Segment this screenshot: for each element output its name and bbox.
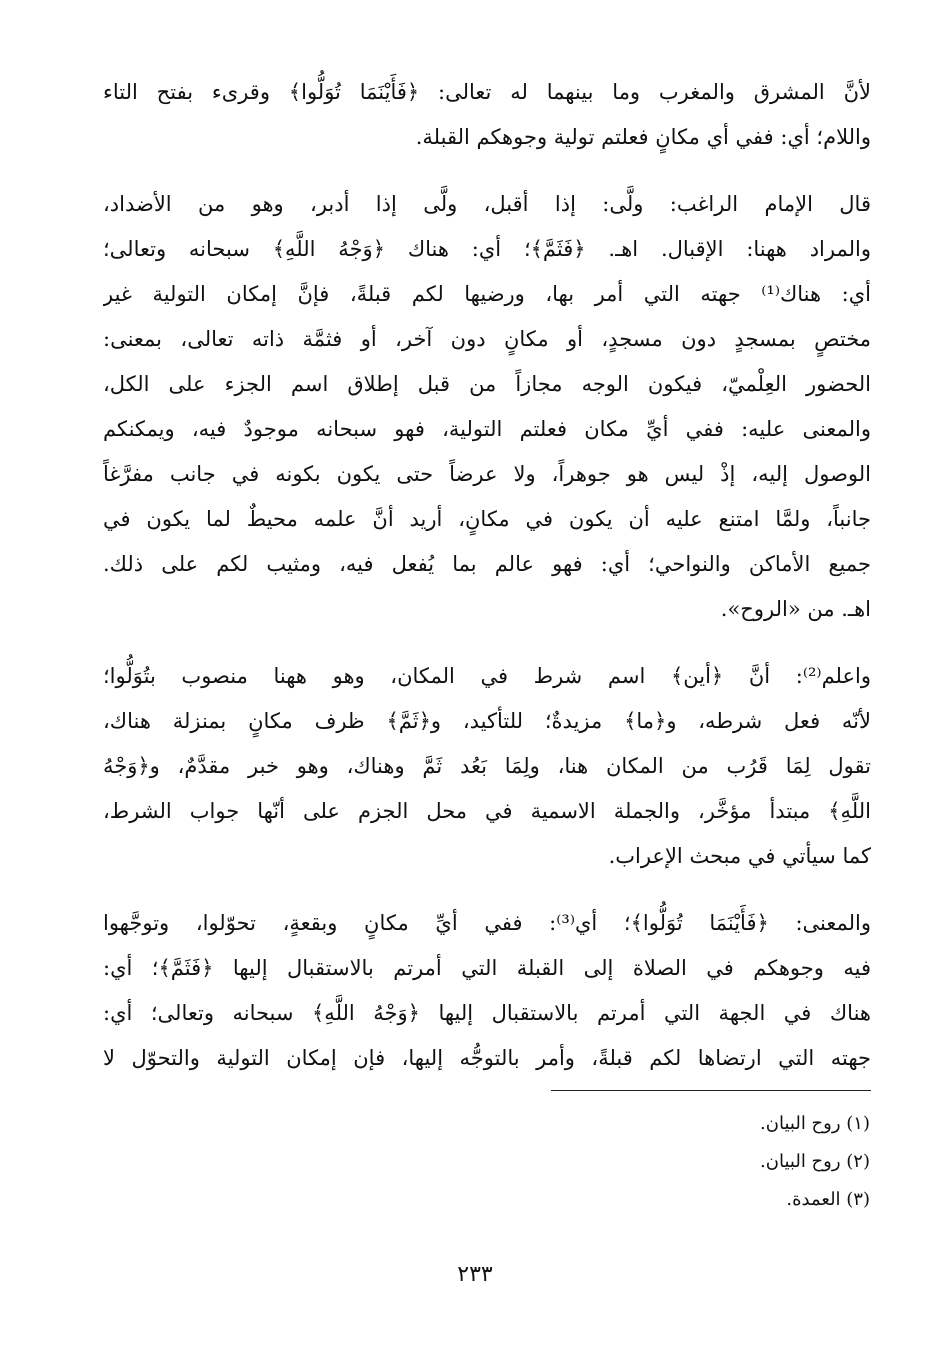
text-line: جميع الأماكن والنواحي؛ أي: فهو عالم بما يُفعل فيه، ومثيب لكم على ذلك. <box>103 552 871 576</box>
text-line: مختصٍ بمسجدٍ دون مسجدٍ، أو مكانٍ دون آخر، أو فثمَّة ذاته تعالى، بمعنى: <box>103 327 871 351</box>
text-line: فيه وجوهكم في الصلاة إلى القبلة التي أمرتم بالاستقبال إليها ﴿فَثَمَّ﴾؛ أي: <box>103 956 871 980</box>
text-line: واللام؛ أي: ففي أي مكانٍ فعلتم تولية وجوهكم القبلة. <box>415 125 871 149</box>
text-line: أي: هناك⁽¹⁾ جهته التي أمر بها، ورضيها لكم قبلةً، فإنَّ إمكان التولية غير <box>103 282 871 306</box>
text-line: لأنَّ المشرق والمغرب وما بينهما له تعالى: ﴿فَأَيْنَمَا تُوَلُّوا﴾ وقرىء بفتح التاء <box>103 80 871 104</box>
paragraph-2 <box>103 182 871 632</box>
text-line: اللَّهِ﴾ مبتدأ مؤخَّر، والجملة الاسمية في محل الجزم على أنّها جواب الشرط، <box>103 799 871 823</box>
text-line: جانباً، ولمَّا امتنع عليه أن يكون في مكانٍ، أريد أنَّ علمه محيطٌ لما يكون في <box>103 507 871 531</box>
text-line: اهـ. من «الروح». <box>720 597 871 621</box>
paragraph-3 <box>103 654 871 879</box>
text-line: قال الإمام الراغب: ولَّى: إذا أقبل، ولَّى إذا أدبر، وهو من الأضداد، <box>103 192 871 216</box>
text-line: هناك في الجهة التي أمرتم بالاستقبال إليها ﴿وَجْهُ اللَّهِ﴾ سبحانه وتعالى؛ أي: <box>103 1001 871 1025</box>
text-line: والمعنى: ﴿فَأَيْنَمَا تُوَلُّوا﴾؛ أي⁽³⁾: ففي أيِّ مكانٍ وبقعةٍ، تحوّلوا، وتوجَّهوا <box>103 911 871 935</box>
text-line: كما سيأتي في مبحث الإعراب. <box>608 844 871 868</box>
text-line: والمراد ههنا: الإقبال. اهـ. ﴿فَثَمَّ﴾؛ أي: هناك ﴿وَجْهُ اللَّهِ﴾ سبحانه وتعالى؛ <box>103 237 871 261</box>
text-line: تقول لِمَا قَرُب من المكان هنا، ولِمَا بَعُد ثَمَّ وهناك، وهو خبر مقدَّمٌ، و﴿وَجْهُ <box>103 754 871 778</box>
footnote-item: (٢) روح البيان. <box>760 1151 870 1172</box>
text-line: واعلم⁽²⁾: أنَّ ﴿أين﴾ اسم شرط في المكان، وهو ههنا منصوب بتُوَلُّوا؛ <box>103 664 871 688</box>
footnote-divider <box>551 1090 871 1091</box>
text-line: جهته التي ارتضاها لكم قبلةً، وأمر بالتوجُّه إليها، فإن إمكان التولية والتحوّل لا <box>103 1046 871 1070</box>
paragraph-4 <box>103 901 871 1081</box>
footnotes <box>560 1105 870 1219</box>
main-text <box>103 70 871 1103</box>
paragraph-1 <box>103 70 871 160</box>
footnote-item: (١) روح البيان. <box>760 1113 870 1134</box>
footnote-item: (٣) العمدة. <box>786 1189 870 1210</box>
text-line: الوصول إليه، إذْ ليس هو جوهراً، ولا عرضاً حتى يكون بكونه في جانب مفرَّغاً <box>103 462 871 486</box>
text-line: الحضور العِلْميّ، فيكون الوجه مجازاً من قبل إطلاق اسم الجزء على الكل، <box>103 372 871 396</box>
text-line: والمعنى عليه: ففي أيِّ مكان فعلتم التولية، فهو سبحانه موجودٌ فيه، ويمكنكم <box>103 417 871 441</box>
text-line: لأنّه فعل شرطه، و﴿ما﴾ مزيدةٌ؛ للتأكيد، و﴿ثَمَّ﴾ ظرف مكانٍ بمنزلة هناك، <box>103 709 871 733</box>
page-number: ٢٣٣ <box>457 1262 493 1287</box>
